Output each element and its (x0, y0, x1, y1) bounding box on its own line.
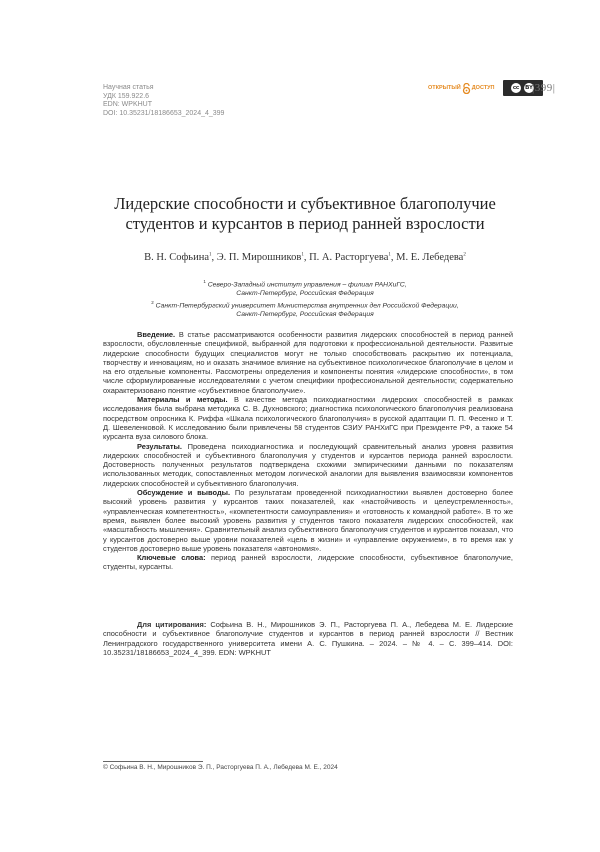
author-name: Э. П. Мирошников (216, 252, 302, 263)
citation-block (103, 620, 513, 657)
author-affiliation-mark: 1 (388, 252, 391, 258)
affiliation-mark: 1 (203, 279, 206, 284)
section-label: Материалы и методы. (137, 395, 228, 405)
author-name: М. Е. Лебедева (396, 252, 464, 263)
article-type: Научная статья (103, 84, 154, 91)
page-number: |399| (532, 82, 556, 94)
section-label: Обсуждение и выводы. (137, 488, 231, 498)
title-line-2: студентов и курсантов в период ранней взрослости (125, 214, 485, 233)
abstract-results (103, 442, 513, 488)
section-text: В статье рассматриваются особенности развития лидерских способностей в период ранней взрослости, обусловленные спецификой, выбранной для подготовки к профессиональной деятельности. Развитые лидерские способности будущих специалистов могут не только способствовать раскрытию их потенциала, творчеству и инновациям, но и оказать значимое влияние на субъективное психологическое благополучие в целом и на его отдельные компоненты. Рассмотрены определения и компоненты понятия «лидерские способности», в том числе сформулированные исследователями с учетом специфики профессиональной деятельности; содержательно охарактеризовано понятие «субъективное благополучие». (103, 330, 513, 395)
author-affiliation-mark: 1 (209, 252, 212, 258)
copyright-notice: © Софьина В. Н., Мирошников Э. П., Расторгуева П. А., Лебедева М. Е., 2024 (103, 764, 338, 771)
open-lock-icon (462, 83, 471, 94)
section-label: Ключевые слова: (137, 553, 206, 563)
abstract-methods (103, 395, 513, 441)
author-affiliation-mark: 1 (301, 252, 304, 258)
section-label: Введение. (137, 330, 176, 339)
affiliations (60, 278, 550, 319)
citation-text: Софьина В. Н., Мирошников Э. П., Расторгуева П. А., Лебедева М. Е. Лидерские способности и субъективное благополучие студентов и курсантов в период ранней взрослости // Вестник Ленинградского государственного университета имени А. С. Пушкина. – 2024. – № 4. – С. 399–414. DOI: 10.35231/18186653_2024_4_399. EDN: WPKHUT (103, 620, 513, 657)
section-text: В качестве метода психодиагностики лидерских способностей в рамках исследования была выбрана методика С. В. Духновского; диагностика психологического благополучия реализована посредством опросника К. Риффа «Шкала психологического благополучия» в русской адаптации П. П. Фесенко и Т. Д. Шевеленковой. К исследованию были привлечены 58 студентов СЗИУ РАНХиГС при Президенте РФ, а также 54 курсанта вуза силового блока. (103, 395, 513, 442)
section-text: Проведена психодиагностика и последующий сравнительный анализ уровня развития лидерских способностей и субъективного благополучия у студентов и курсантов периода ранней взрослости. Достоверность полученных результатов подтверждена схожими эмпирическими данными по показателям использованных методик, сопоставленных методом логической аналогии для выявления взаимосвязи компонентов лидерских способностей и субъективного благополучия. (103, 441, 513, 488)
section-label: Результаты. (137, 441, 182, 451)
affiliation-mark: 2 (151, 299, 154, 305)
article-title (70, 194, 540, 234)
affiliation-2-line-1: Санкт-Петербургский университет Министерства внутренних дел Российской Федерации, (155, 301, 459, 309)
footnote-divider (103, 761, 203, 762)
section-text: период ранней взрослости, лидерские способности, субъективное благополучие, студенты, курсанты. (103, 553, 513, 572)
license-logos (428, 80, 543, 96)
author-affiliation-mark: 2 (463, 252, 466, 258)
article-meta (103, 84, 224, 118)
cc-icon: cc (512, 85, 520, 91)
abstract-discussion (103, 488, 513, 553)
section-text: По результатам проведенной психодиагностики выявлен достоверно более высокий уровень развития у курсантов таких показателей, как «настойчивость и целеустремленность», «управленческая компетентность», «компетентности самоуправления» и «готовность к командной работе». В то же время, выявлен более высокий уровень развития у студентов такого показателя лидерских способностей, как «масштабность мышления». Сравнительный анализ субъективного благополучия студентов и курсантов показал, что у курсантов достоверно выше уровни показателей «цель в жизни» и «управление окружением», в то время как у студентов достоверно выше уровень показателя «автономия». (103, 488, 513, 553)
abstract-introduction (103, 330, 513, 395)
title-line-1: Лидерские способности и субъективное благополучие (114, 194, 496, 213)
abstract-keywords (103, 553, 513, 572)
affiliation-1-line-2: Санкт-Петербург, Российская Федерация (236, 289, 374, 297)
author-list: В. Н. Софьина$^1$, Э. П. Мирошников$^1$, П. А. Расторгуева$^1$, М. Е. Лебедева$^2$ (144, 252, 466, 263)
open-access-right-text: ДОСТУП (471, 85, 495, 91)
author-name: П. А. Расторгуева (309, 252, 389, 263)
abstract (103, 330, 513, 572)
by-icon: BY (525, 85, 533, 91)
citation-label: Для цитирования: (137, 620, 207, 629)
doi-link[interactable]: DOI: 10.35231/18186653_2024_4_399 (103, 109, 225, 117)
open-access-left-text: ОТКРЫТЫЙ (428, 85, 461, 91)
affiliation-2-line-2: Санкт-Петербург, Российская Федерация (236, 310, 374, 318)
edn-code: EDN: WPKHUT (103, 101, 152, 109)
author-name: В. Н. Софьина (144, 252, 209, 263)
open-access-logo[interactable] (428, 83, 495, 94)
udc-code: УДК 159.922.6 (103, 92, 150, 100)
affiliation-1-line-1: Северо-Западный институт управления – филиал РАНХиГС, (207, 281, 407, 289)
